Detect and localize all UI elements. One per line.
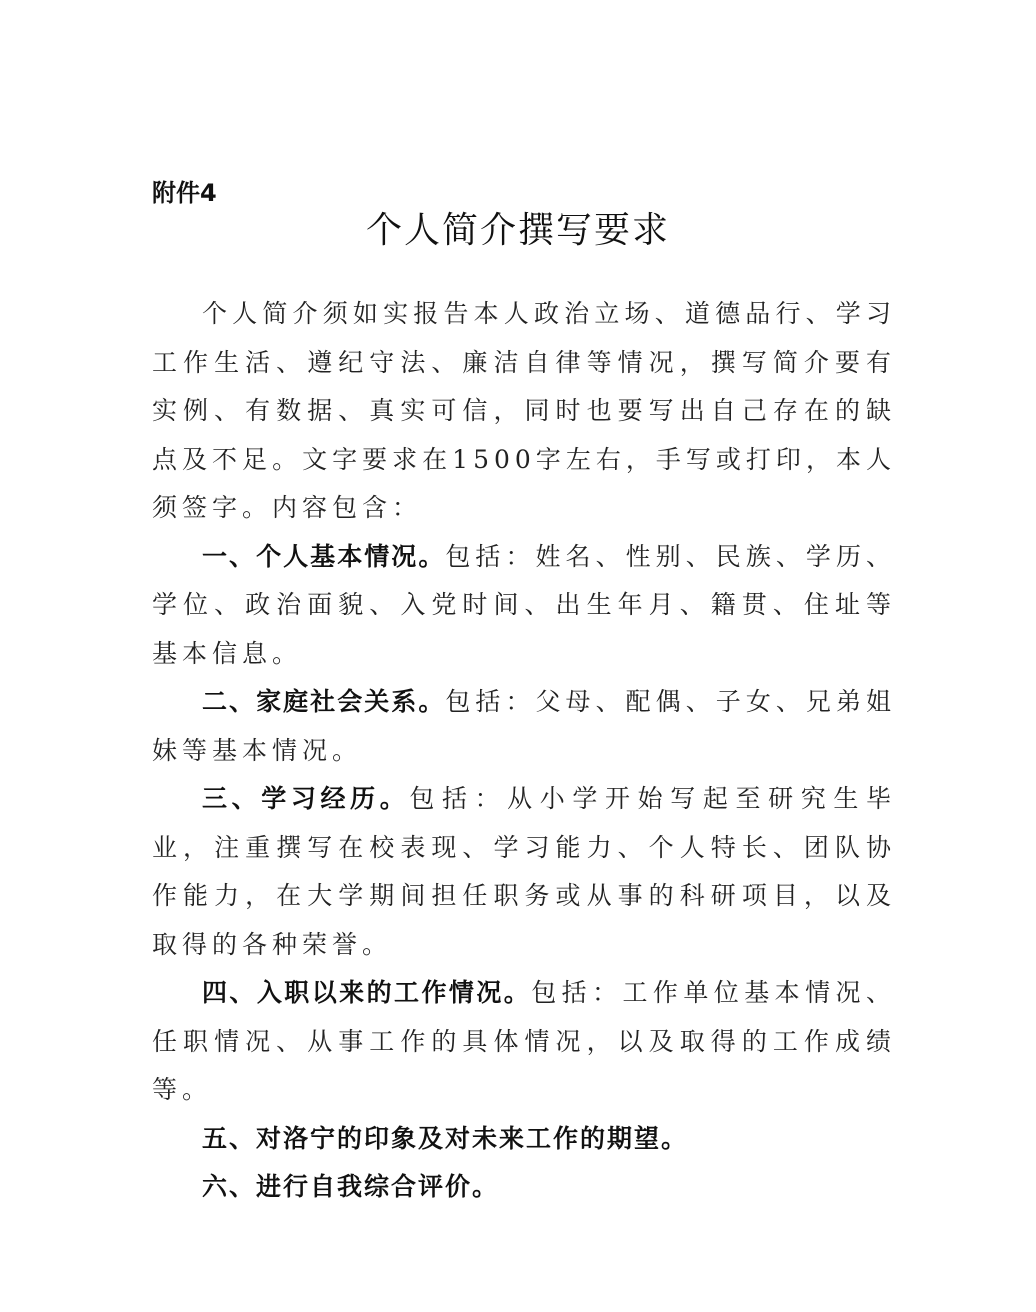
section-paragraph-6 [152,1163,896,1212]
section-text-2: 包括：父母、配偶、子女、兄弟姐妹等基本情况。 [152,687,896,765]
attachment-label: 附件4 [152,179,217,207]
section-heading-6: 六、进行自我综合评价。 [202,1172,500,1201]
document-title: 个人简介撰写要求 [365,210,670,251]
section-heading-5: 五、对洛宁的印象及对未来工作的期望。 [202,1123,689,1153]
section-paragraph-2 [152,678,896,775]
section-heading-3: 三、学习经历。 [202,784,410,813]
section-heading-2: 二、家庭社会关系。 [202,687,446,716]
document-body [152,290,896,1212]
intro-paragraph: 个人简介须如实报告本人政治立场、道德品行、学习工作生活、遵纪守法、廉洁自律等情况，撰写简介要有实例、有数据、真实可信，同时也要写出自己存在的缺点及不足。文字要求在1500字左右，手写或打印，本人须签字。内容包含： [152,299,896,522]
section-text-4: 包括：工作单位基本情况、任职情况、从事工作的具体情况，以及取得的工作成绩等。 [152,978,896,1104]
section-paragraph-3 [152,775,896,969]
section-heading-1: 一、个人基本情况。 [202,541,446,571]
section-text-1: 包括：姓名、性别、民族、学历、学位、政治面貌、入党时间、出生年月、籍贯、住址等基本信息。 [152,541,896,668]
section-paragraph-5 [152,1115,896,1164]
section-paragraph-4 [152,969,896,1115]
section-paragraph-1 [152,533,896,679]
section-heading-4: 四、入职以来的工作情况。 [202,978,532,1007]
section-text-3: 包括：从小学开始写起至研究生毕业，注重撰写在校表现、学习能力、个人特长、团队协作能力，在大学期间担任职务或从事的科研项目，以及取得的各种荣誉。 [152,784,896,959]
